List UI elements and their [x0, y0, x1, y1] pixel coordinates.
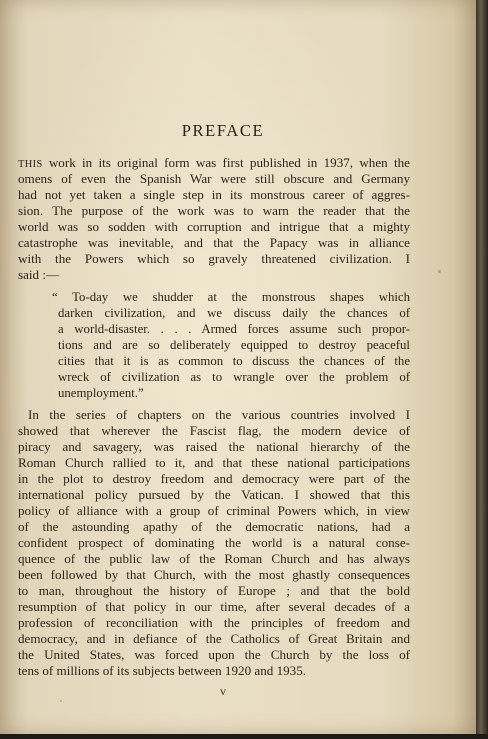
page-number: v	[220, 684, 226, 698]
paragraph-1-line-4: sion. The purpose of the work was to warn the reader that the	[18, 203, 410, 218]
paragraph-2-line-1: In the series of chapters on the various countries involved I	[28, 407, 410, 422]
paragraph-2-line-16: the United States, was forced upon the Church by the loss of	[18, 647, 410, 662]
quotation-line-2: darken civilization, and we discuss daily the chances of	[58, 306, 410, 320]
quotation-line-6: wreck of civilization as to wrangle over the problem of	[58, 370, 410, 384]
paragraph-2-line-8: of the astounding apathy of the democratic nations, had a	[18, 519, 410, 534]
paragraph-1-line-3: had not yet taken a single step in its monstrous career of aggres-	[18, 187, 410, 202]
paper-speck	[438, 270, 441, 273]
quotation-line-5: cities that it is as common to discuss the chances of the	[58, 354, 410, 368]
paper-speck	[60, 700, 62, 702]
quotation-line-4: tions and are so deliberately equipped to destroy peaceful	[58, 338, 410, 352]
paragraph-2-line-14: profession of reconciliation with the principles of freedom and	[18, 615, 410, 630]
paragraph-2-line-3: piracy and savagery, was raised the national hierarchy of the	[18, 439, 410, 454]
paragraph-1-line-8: said :—	[18, 267, 60, 282]
paragraph-1-line-2: omens of even the Spanish War were still obscure and Germany	[18, 171, 410, 186]
paragraph-2-line-9: confident prospect of dominating the world is a natural conse-	[18, 535, 410, 550]
page-title: PREFACE	[181, 121, 265, 140]
paragraph-2-line-2: showed that wherever the Fascist flag, the modern device of	[18, 423, 410, 438]
paragraph-2-line-17: tens of millions of its subjects between 1920 and 1935.	[18, 663, 307, 678]
quotation-line-3: a world-disaster. . . . Armed forces assume such propor-	[58, 322, 410, 336]
paragraph-1-line-5: world was so sodden with corruption and intrigue that a mighty	[18, 219, 410, 234]
page-edge-shadow	[476, 0, 488, 739]
paragraph-2-line-13: resumption of that policy in our time, after several decades of a	[18, 599, 410, 614]
paragraph-2-line-6: international policy pursued by the Vatican. I showed that this	[18, 487, 410, 502]
paragraph-2-line-7: policy of alliance with a group of criminal Powers which, in view	[18, 503, 410, 518]
paragraph-1-line-1-text: work in its original form was first published in 1937, when the	[42, 155, 410, 170]
paragraph-2-line-5: in the plot to destroy freedom and democracy were part of the	[18, 471, 410, 486]
paragraph-2-line-11: been followed by that Church, with the most ghastly consequences	[18, 567, 410, 582]
quotation-line-7: unemployment.”	[58, 386, 144, 400]
paragraph-2-line-4: Roman Church rallied to it, and that these national participations	[18, 455, 410, 470]
paragraph-2-line-10: quence of the public law of the Roman Church and has always	[18, 551, 410, 566]
lead-in-smallcaps: THIS	[18, 159, 43, 170]
paragraph-1-line-7: with the Powers which so gravely threatened civilization. I	[18, 251, 410, 266]
page-bottom-shadow	[0, 734, 488, 739]
quotation-line-1: “ To-day we shudder at the monstrous shapes which	[52, 290, 410, 304]
paragraph-2-line-12: to man, throughout the history of Europe ; and that the bold	[18, 583, 410, 598]
paragraph-1-line-6: catastrophe was inevitable, and that the Papacy was in alliance	[18, 235, 410, 250]
paragraph-2-line-15: democracy, and in defiance of the Catholics of Great Britain and	[18, 631, 410, 646]
